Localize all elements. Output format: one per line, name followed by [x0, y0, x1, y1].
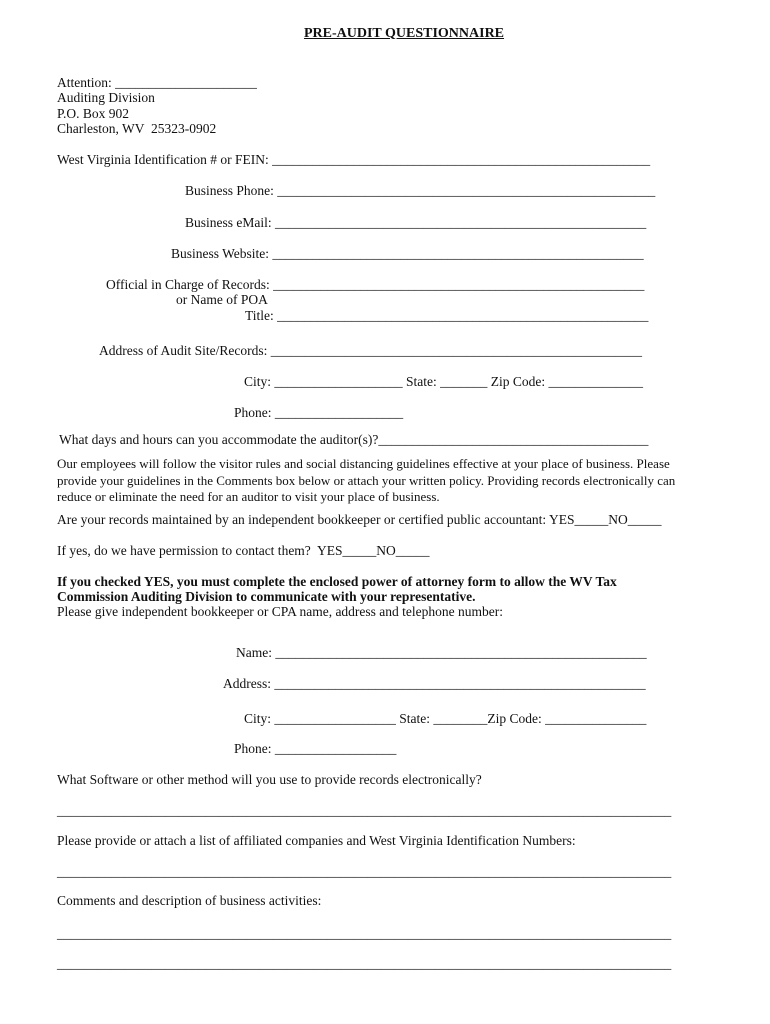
- poa-notice-line-1: If you checked YES, you must complete the enclosed power of attorney form to allow the WV Tax: [57, 574, 617, 589]
- cpa-phone-field[interactable]: Phone: __________________: [234, 741, 397, 756]
- bookkeeper-question[interactable]: Are your records maintained by an independent bookkeeper or certified public accountant: YES_____NO_____: [57, 512, 662, 527]
- cpa-city-state-zip-field[interactable]: City: __________________ State: ________Zip Code: _______________: [244, 711, 647, 726]
- software-question: What Software or other method will you use to provide records electronically?: [57, 772, 482, 787]
- official-records-field[interactable]: Official in Charge of Records: _______________________________________________________: [106, 277, 645, 292]
- city-line: Charleston, WV 25323-0902: [57, 121, 217, 136]
- software-answer-line[interactable]: ___________________________________________________________________________________________: [57, 803, 672, 818]
- po-box-line: P.O. Box 902: [57, 106, 130, 121]
- poa-label: or Name of POA: [176, 292, 268, 307]
- business-email-field[interactable]: Business eMail: _______________________________________________________: [185, 215, 647, 230]
- affiliated-answer-line[interactable]: ___________________________________________________________________________________________: [57, 864, 672, 879]
- visitor-policy-text: Our employees will follow the visitor rules and social distancing guidelines effective at your place of business. Please provide your guidelines in the Comments box below or attach your written policy. Providing records electronically can reduce or eliminate the need for an auditor to visit your place of business.: [57, 456, 676, 504]
- comments-line-2[interactable]: ___________________________________________________________________________________________: [57, 956, 672, 971]
- page-title: PRE-AUDIT QUESTIONNAIRE: [303, 26, 505, 41]
- poa-notice-line-2: Commission Auditing Division to communicate with your representative.: [57, 589, 476, 604]
- days-hours-field[interactable]: What days and hours can you accommodate the auditor(s)?________________________________________: [59, 432, 649, 447]
- title-field[interactable]: Title: _______________________________________________________: [245, 308, 649, 323]
- business-website-field[interactable]: Business Website: _______________________________________________________: [171, 246, 644, 261]
- cpa-instruction: Please give independent bookkeeper or CPA name, address and telephone number:: [57, 604, 504, 619]
- phone-field[interactable]: Phone: ___________________: [234, 405, 404, 420]
- permission-question[interactable]: If yes, do we have permission to contact them? YES_____NO_____: [57, 543, 430, 558]
- attention-line: Attention: _____________________: [57, 75, 257, 90]
- comments-label: Comments and description of business activities:: [57, 893, 322, 908]
- city-state-zip-field[interactable]: City: ___________________ State: _______ Zip Code: ______________: [244, 374, 643, 389]
- comments-line-1[interactable]: ___________________________________________________________________________________________: [57, 926, 672, 941]
- audit-address-field[interactable]: Address of Audit Site/Records: _______________________________________________________: [99, 343, 642, 358]
- cpa-name-field[interactable]: Name: _______________________________________________________: [236, 645, 647, 660]
- affiliated-question: Please provide or attach a list of affiliated companies and West Virginia Identification Numbers:: [57, 833, 576, 848]
- cpa-address-field[interactable]: Address: _______________________________________________________: [223, 676, 646, 691]
- business-phone-field[interactable]: Business Phone: ________________________________________________________: [185, 183, 656, 198]
- wv-id-field[interactable]: West Virginia Identification # or FEIN: ________________________________________________________: [57, 152, 651, 167]
- division-line: Auditing Division: [57, 90, 155, 105]
